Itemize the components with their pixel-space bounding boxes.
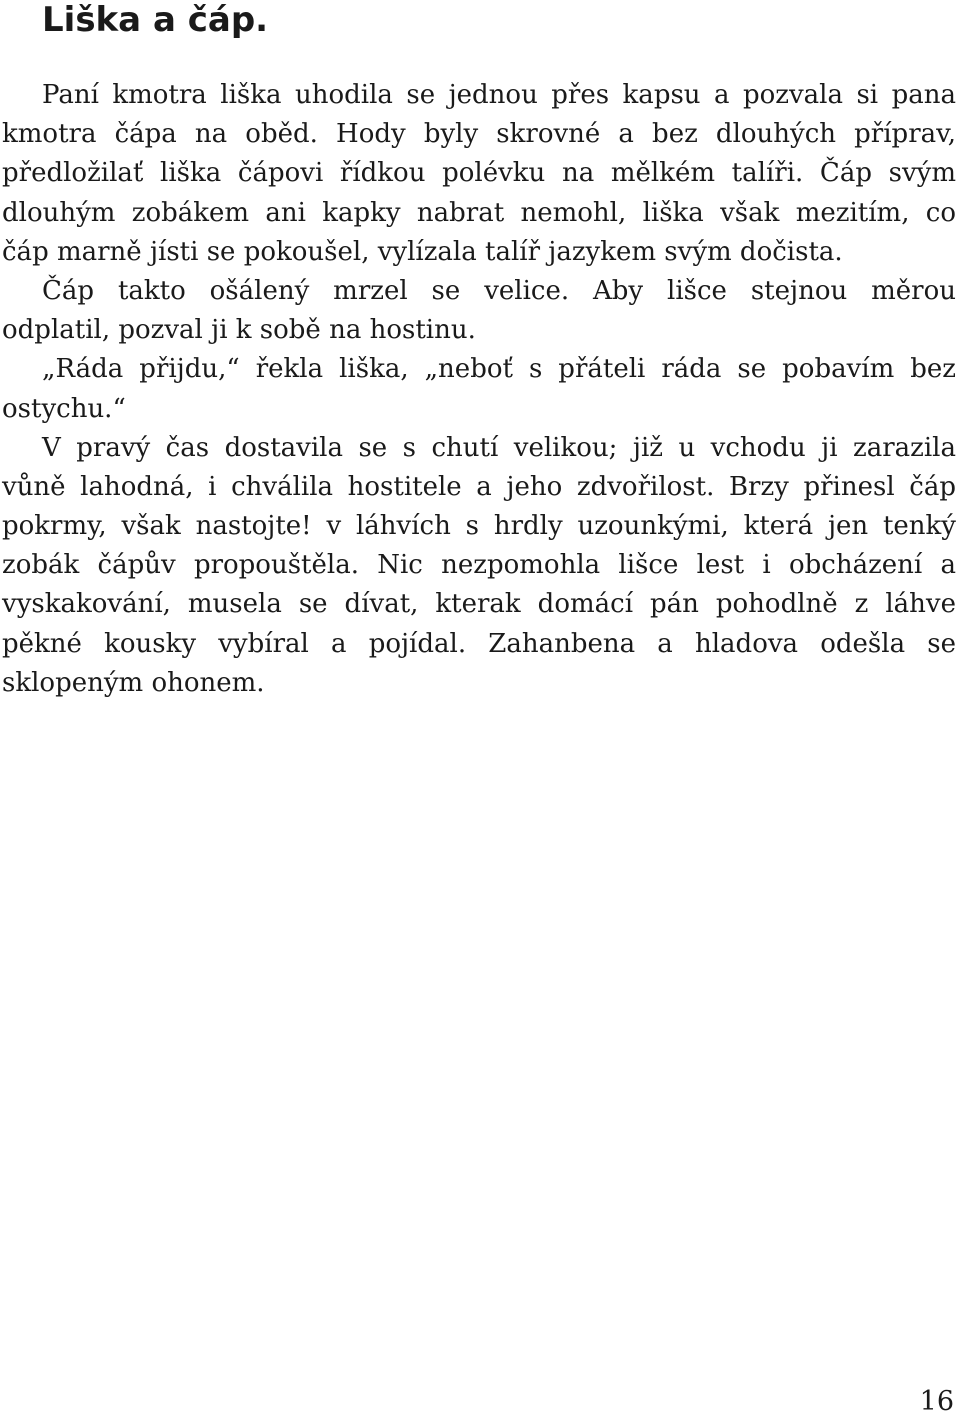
text-line: odplatil, pozval ji k sobě na hostinu.: [2, 315, 476, 346]
text-line: předložilať liška čápovi řídkou polévku na mělkém talíři. Čáp svým: [2, 158, 956, 189]
text-line: V pravý čas dostavila se s chutí velikou; již u vchodu ji zarazila: [42, 432, 956, 463]
text-line: dlouhým zobákem ani kapky nabrat nemohl, liška však mezitím, co: [2, 197, 956, 228]
text-line: vyskakování, musela se dívat, kterak domácí pán pohodlně z láhve: [2, 589, 956, 620]
text-line: kmotra čápa na oběd. Hody byly skrovné a bez dlouhých příprav,: [2, 119, 956, 150]
story-body: [2, 76, 956, 703]
page-number: 16: [919, 1386, 954, 1417]
text-line: ostychu.“: [2, 393, 126, 424]
story-title: Liška a čáp.: [42, 0, 269, 40]
text-line: vůně lahodná, i chválila hostitele a jeho zdvořilost. Brzy přinesl čáp: [2, 471, 956, 502]
text-line: čáp marně jísti se pokoušel, vylízala talíř jazykem svým dočista.: [2, 236, 843, 267]
text-line: „Ráda přijdu,“ řekla liška, „neboť s přáteli ráda se pobavím bez: [42, 354, 956, 385]
text-line: Paní kmotra liška uhodila se jednou přes kapsu a pozvala si pana: [42, 80, 956, 110]
text-line: pěkné kousky vybíral a pojídal. Zahanbena a hladova odešla se: [2, 628, 956, 659]
text-line: Čáp takto ošálený mrzel se velice. Aby lišce stejnou měrou: [42, 275, 956, 306]
text-line: pokrmy, však nastojte! v láhvích s hrdly uzounkými, která jen tenký: [2, 511, 956, 542]
text-line: zobák čápův propouštěla. Nic nezpomohla lišce lest i obcházení a: [2, 550, 956, 581]
text-line: sklopeným ohonem.: [2, 667, 265, 698]
